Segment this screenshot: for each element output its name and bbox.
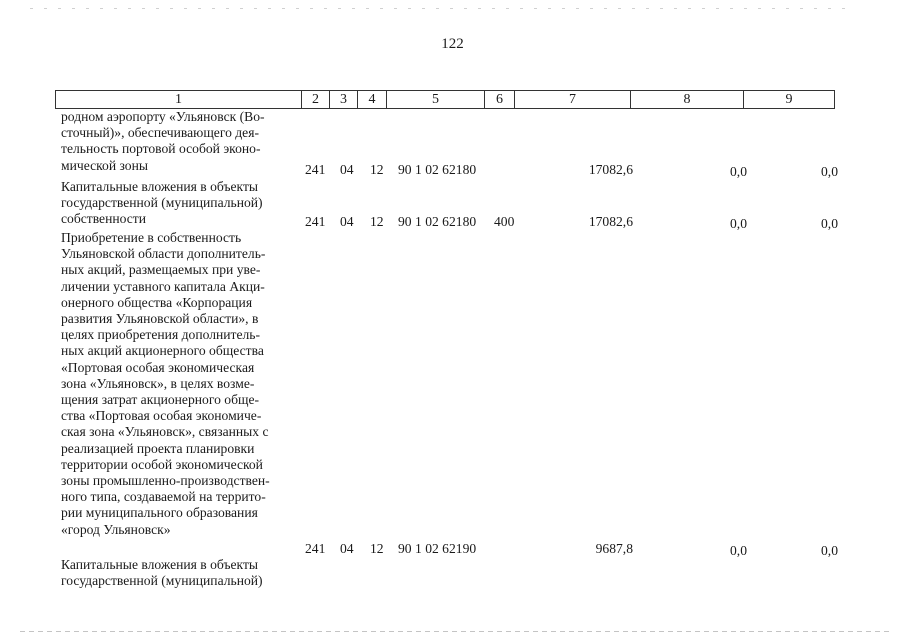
row-amount-col9: 0,0 <box>821 216 838 231</box>
row-amount-col8: 0,0 <box>730 164 747 179</box>
row-ved-code: 241 <box>305 214 326 229</box>
row-subsection-code: 12 <box>370 541 384 556</box>
row-ved-code: 241 <box>305 162 326 177</box>
column-header-9: 9 <box>744 91 835 109</box>
column-header-3: 3 <box>330 91 358 109</box>
row-description: Капитальные вложения в объекты государственной (муниципальной) <box>61 557 263 589</box>
row-amount-col7: 9687,8 <box>595 541 633 556</box>
row-ved-code: 241 <box>305 541 326 556</box>
row-amount-col9: 0,0 <box>821 543 838 558</box>
column-header-2: 2 <box>302 91 330 109</box>
column-header-6: 6 <box>485 91 515 109</box>
row-expense-type-code: 400 <box>494 214 515 229</box>
row-section-code: 04 <box>340 541 354 556</box>
row-subsection-code: 12 <box>370 162 384 177</box>
row-amount-col7: 17082,6 <box>588 214 633 229</box>
column-header-5: 5 <box>387 91 485 109</box>
column-header-7: 7 <box>515 91 631 109</box>
row-amount-col8: 0,0 <box>730 216 747 231</box>
row-target-article-code: 90 1 02 62190 <box>398 541 477 556</box>
row-amount-col9: 0,0 <box>821 164 838 179</box>
row-description: родном аэропорту «Ульяновск (Во- сточный)», обеспечивающего дея- тельность портовой особой эконо- мической зоны <box>61 109 265 173</box>
row-amount-col8: 0,0 <box>730 543 747 558</box>
row-target-article-code: 90 1 02 62180 <box>398 214 477 229</box>
scan-edge-top <box>30 8 850 9</box>
column-header-1: 1 <box>56 91 302 109</box>
column-header-4: 4 <box>358 91 387 109</box>
scan-edge-bottom <box>20 631 890 632</box>
row-description: Приобретение в собственность Ульяновской области дополнитель- ных акций, размещаемых при уве- личении уставного капитала Акци- онерного общества «Корпорация развития Ульяновской области», в целях приобретения дополнитель- ных акций акционерного общества «Портовая особая экономическая зона «Ульяновск», в целях возме- щения затрат акционерного обще- ства «Портовая особая экономиче- ская зона «Ульяновск», связанных с реализацией проекта планировки территории особой экономической зоны промышленно-производствен- ного типа, создаваемой на террито- рии муниципального образования «город Ульяновск» <box>61 230 270 537</box>
row-section-code: 04 <box>340 162 354 177</box>
row-target-article-code: 90 1 02 62180 <box>398 162 477 177</box>
row-amount-col7: 17082,6 <box>588 162 633 177</box>
row-subsection-code: 12 <box>370 214 384 229</box>
row-description: Капитальные вложения в объекты государственной (муниципальной) собственности <box>61 179 263 227</box>
row-section-code: 04 <box>340 214 354 229</box>
page-number: 122 <box>441 36 464 52</box>
column-header-8: 8 <box>631 91 744 109</box>
